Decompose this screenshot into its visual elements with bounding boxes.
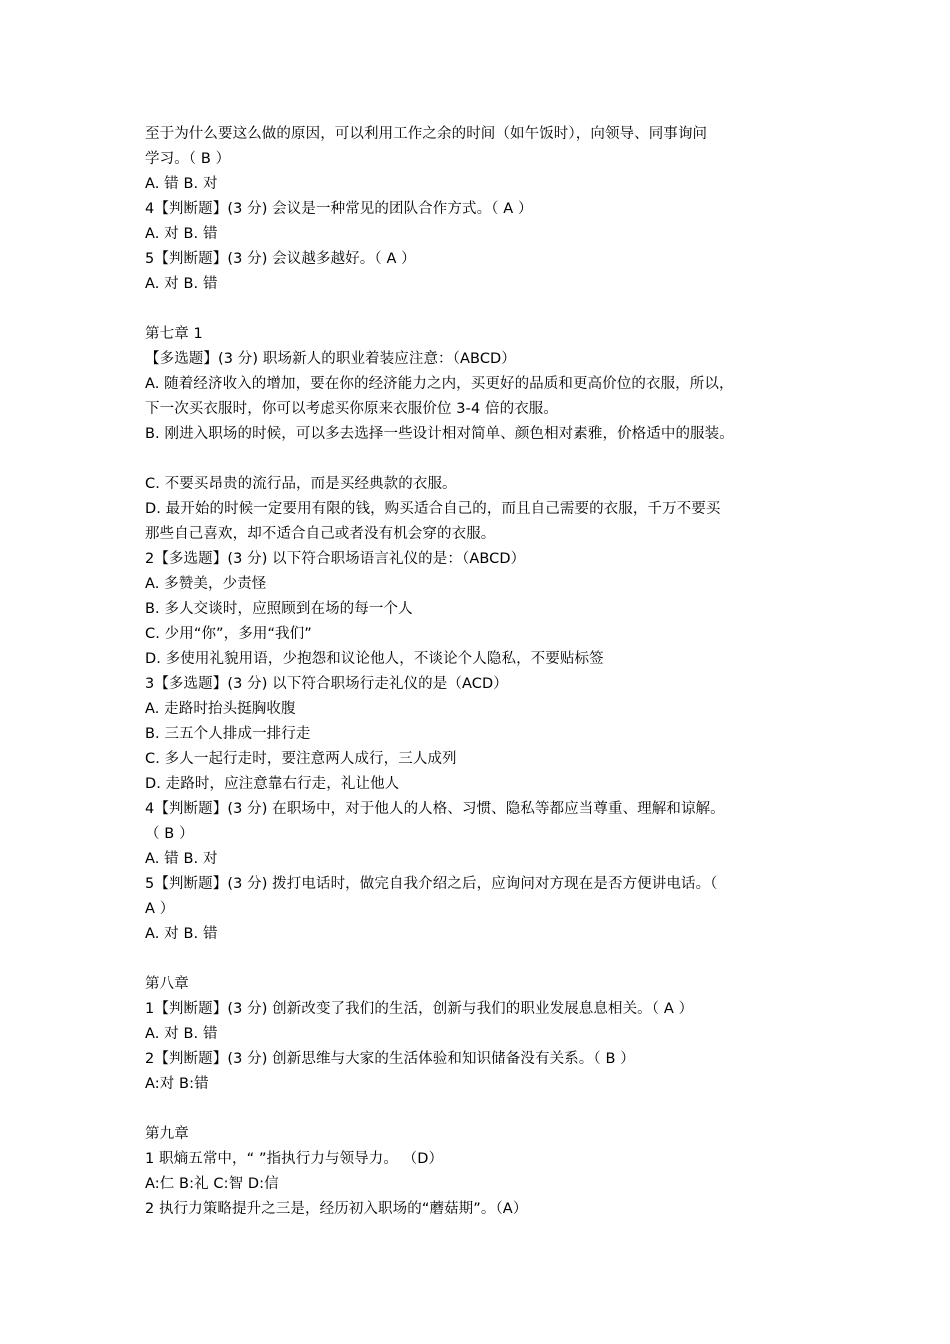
question-line: 5【判断题】(3 分) 会议越多越好。（ A ） — [145, 251, 416, 267]
option-line: A. 随着经济收入的增加，要在你的经济能力之内，买更好的品质和更高价位的衣服，所以， — [145, 376, 734, 392]
text-line: A ） — [145, 901, 175, 917]
question-line: 1【判断题】(3 分) 创新改变了我们的生活，创新与我们的职业发展息息相关。（ A ） — [145, 1001, 694, 1017]
blank-line — [145, 447, 825, 472]
question-line: 【多选题】(3 分) 职场新人的职业着装应注意：（ABCD） — [145, 351, 516, 367]
question-line: 5【判断题】(3 分) 拨打电话时，做完自我介绍之后，应询问对方现在是否方便讲电话。（ — [145, 876, 718, 892]
option-line: 下一次买衣服时，你可以考虑买你原来衣服价位 3-4 倍的衣服。 — [145, 401, 558, 417]
question-line: 4【判断题】(3 分) 会议是一种常见的团队合作方式。（ A ） — [145, 201, 533, 217]
chapter-heading: 第九章 — [145, 1126, 189, 1142]
answer-options: A. 错 B. 对 — [145, 176, 218, 192]
chapter-heading: 第八章 — [145, 976, 189, 992]
answer-options: A. 对 B. 错 — [145, 276, 218, 292]
text-line: （ B ） — [145, 826, 194, 842]
option-line: A. 多赞美，少责怪 — [145, 576, 267, 592]
question-line: 1 职熵五常中，“ ”指执行力与领导力。 （D） — [145, 1151, 444, 1167]
option-line: D. 走路时，应注意靠右行走，礼让他人 — [145, 776, 400, 792]
answer-options: A. 错 B. 对 — [145, 851, 218, 867]
option-line: C. 不要买昂贵的流行品，而是买经典款的衣服。 — [145, 476, 457, 492]
question-line: 2【多选题】(3 分) 以下符合职场语言礼仪的是：（ABCD） — [145, 551, 526, 567]
option-line: C. 多人一起行走时，要注意两人成行，三人成列 — [145, 751, 457, 767]
text-line: 至于为什么要这么做的原因，可以利用工作之余的时间（如午饭时），向领导、同事询问 — [145, 126, 708, 142]
answer-options: A:仁 B:礼 C:智 D:信 — [145, 1176, 279, 1192]
question-line: 3【多选题】(3 分) 以下符合职场行走礼仪的是（ACD） — [145, 676, 508, 692]
question-line: 2 执行力策略提升之三是，经历初入职场的“蘑菇期”。（A） — [145, 1201, 528, 1217]
option-line: B. 多人交谈时，应照顾到在场的每一个人 — [145, 601, 413, 617]
option-line: B. 三五个人排成一排行走 — [145, 726, 311, 742]
answer-options: A. 对 B. 错 — [145, 226, 218, 242]
blank-line — [145, 1097, 825, 1122]
question-line: 2【判断题】(3 分) 创新思维与大家的生活体验和知识储备没有关系。（ B ） — [145, 1051, 635, 1067]
option-line: D. 多使用礼貌用语，少抱怨和议论他人，不谈论个人隐私，不要贴标签 — [145, 651, 604, 667]
option-line: D. 最开始的时候一定要用有限的钱，购买适合自己的，而且自己需要的衣服，千万不要买 — [145, 501, 721, 517]
option-line: C. 少用“你”，多用“我们” — [145, 626, 312, 642]
document-body — [145, 122, 825, 1222]
option-line: 那些自己喜欢，却不适合自己或者没有机会穿的衣服。 — [145, 526, 496, 542]
answer-options: A:对 B:错 — [145, 1076, 209, 1092]
answer-options: A. 对 B. 错 — [145, 1026, 218, 1042]
chapter-heading: 第七章 1 — [145, 326, 203, 342]
blank-line — [145, 297, 825, 322]
question-line: 4【判断题】(3 分) 在职场中，对于他人的人格、习惯、隐私等都应当尊重、理解和谅解。 — [145, 801, 725, 817]
answer-options: A. 对 B. 错 — [145, 926, 218, 942]
text-line: 学习。（ B ） — [145, 151, 231, 167]
blank-line — [145, 947, 825, 972]
option-line: A. 走路时抬头挺胸收腹 — [145, 701, 296, 717]
option-line: B. 刚进入职场的时候，可以多去选择一些设计相对简单、颜色相对素雅，价格适中的服装。 — [145, 426, 734, 442]
